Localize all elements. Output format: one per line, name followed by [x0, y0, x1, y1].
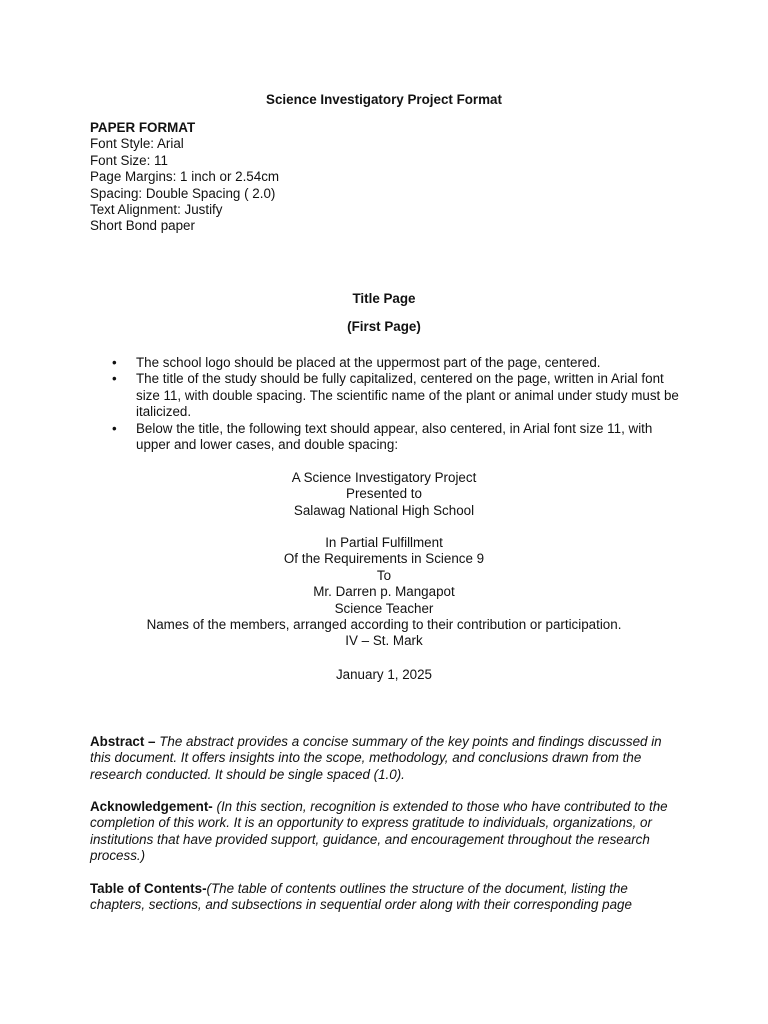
abstract-body: The abstract provides a concise summary of the key points and findings discussed in this document. It offers insights into the scope, methodology, and conclusions drawn from the research conducted. It should be single spaced (1.0). — [90, 734, 662, 782]
paper-format-line: Font Size: 11 — [90, 152, 168, 168]
list-item — [90, 421, 680, 454]
fulfillment-line: Mr. Darren p. Mangapot — [313, 584, 455, 600]
title-page-bullet-list — [90, 355, 680, 453]
paper-format-section — [90, 120, 279, 235]
title-page-heading: Title Page — [352, 291, 416, 306]
acknowledgement-section — [90, 799, 680, 865]
fulfillment-line: Names of the members, arranged according to their contribution or participation. — [146, 617, 622, 633]
paper-format-heading: PAPER FORMAT — [90, 120, 196, 135]
table-of-contents-label: Table of Contents- — [90, 881, 207, 896]
table-of-contents-section — [90, 881, 680, 914]
table-of-contents-body: (The table of contents outlines the structure of the document, listing the chapters, sections, and subsections in sequential order along with their corresponding page — [90, 881, 632, 913]
presentation-line: Presented to — [346, 486, 422, 502]
fulfillment-line: IV – St. Mark — [345, 633, 423, 649]
fulfillment-line: To — [376, 567, 392, 583]
date-line: January 1, 2025 — [335, 667, 433, 682]
acknowledgement-label: Acknowledgement- — [90, 799, 213, 814]
paper-format-line: Spacing: Double Spacing ( 2.0) — [90, 185, 276, 201]
bullet-icon: • — [112, 420, 117, 436]
bullet-text: The school logo should be placed at the uppermost part of the page, centered. — [136, 355, 601, 370]
paper-format-line: Page Margins: 1 inch or 2.54cm — [90, 169, 280, 185]
list-item — [90, 371, 680, 420]
presentation-block — [0, 470, 768, 519]
presentation-line: A Science Investigatory Project — [291, 470, 477, 485]
fulfillment-line: Of the Requirements in Science 9 — [283, 551, 485, 567]
acknowledgement-body: (In this section, recognition is extended to those who have contributed to the completion of this work. It is an opportunity to express gratitude to individuals, organizations, or institutions that have provided support, guidance, and encouragement throughout the research process.) — [90, 799, 668, 864]
abstract-section — [90, 734, 680, 783]
bullet-text: Below the title, the following text should appear, also centered, in Arial font size 11, with upper and lower cases, and double spacing: — [136, 420, 653, 453]
presentation-line: Salawag National High School — [293, 502, 475, 518]
bullet-icon: • — [112, 371, 117, 387]
fulfillment-line: In Partial Fulfillment — [325, 535, 443, 550]
fulfillment-block — [0, 535, 768, 650]
bullet-text: The title of the study should be fully capitalized, centered on the page, written in Arial font size 11, with double spacing. The scientific name of the plant or animal under study must be italicized. — [136, 371, 679, 420]
paper-format-line: Short Bond paper — [90, 218, 195, 234]
bullet-icon: • — [112, 355, 117, 370]
document-title: Science Investigatory Project Format — [266, 92, 502, 107]
paper-format-line: Font Style: Arial — [90, 136, 184, 152]
abstract-label: Abstract – — [90, 734, 156, 749]
paper-format-line: Text Alignment: Justify — [90, 202, 223, 218]
fulfillment-line: Science Teacher — [334, 600, 434, 616]
list-item — [90, 355, 680, 371]
first-page-subheading: (First Page) — [347, 319, 421, 334]
